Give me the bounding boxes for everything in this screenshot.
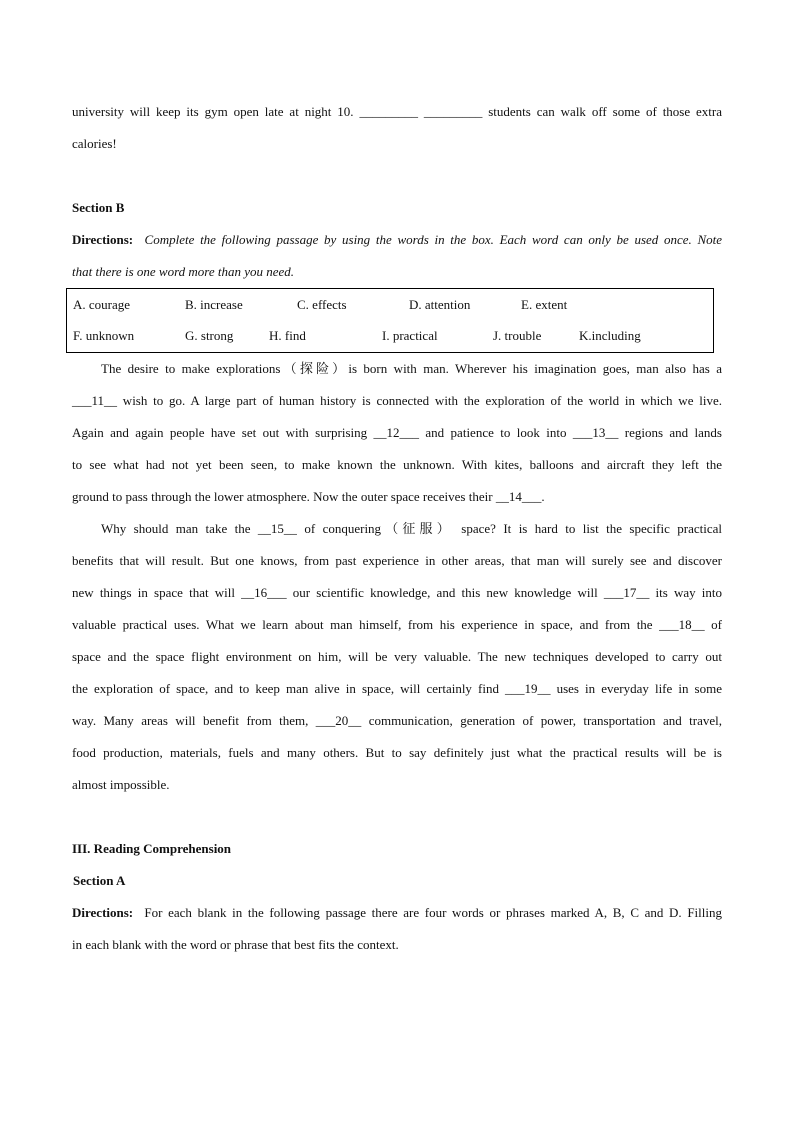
directions-label: Directions: [72,232,134,247]
word-option-h: H. find [269,328,306,343]
part-three-section-heading: Section A [73,873,126,888]
word-option-b: B. increase [185,297,243,312]
passage-paragraph-1 [72,353,722,513]
page-content [72,96,722,961]
word-option-f: F. unknown [73,328,135,343]
passage-line: food production, materials, fuels and many others. But to say definitely just what the practical results will be is [72,745,722,760]
passage-line: the exploration of space, and to keep man alive in space, will certainly find ___19__ uses in everyday life in some [72,681,722,696]
section-a-tail-line1: university will keep its gym open late at night 10. _________ _________ students can walk off some of those extra [72,104,722,119]
passage-line: new things in space that will __16___ our scientific knowledge, and this new knowledge will ___17__ its way into [72,585,722,600]
section-b-directions-line1 [72,224,722,256]
passage-line: to see what had not yet been seen, to make known the unknown. With kites, balloons and aircraft they left the [72,457,722,472]
passage-line: benefits that will result. But one knows, from past experience in other areas, that man will surely see and discover [72,553,722,568]
word-option-i: I. practical [382,328,438,343]
word-option-g: G. strong [185,328,234,343]
passage-line: Again and again people have set out with surprising __12___ and patience to look into ___13__ regions and lands [72,425,722,440]
passage-line: valuable practical uses. What we learn about man himself, from his experience in space, and from the ___18__ of [72,617,722,632]
passage-paragraph-2 [72,513,722,801]
directions-label: Directions: [72,905,134,920]
directions-text: For each blank in the following passage there are four words or phrases marked A, B, C and D. Filling [144,905,722,920]
directions-text: Complete the following passage by using the words in the box. Each word can only be used once. Note [144,232,723,247]
word-option-d: D. attention [409,297,471,312]
section-a-tail-line2: calories! [72,136,117,151]
word-option-j: J. trouble [493,328,542,343]
passage-line: space and the space flight environment on him, will be very valuable. The new techniques developed to carry out [72,649,722,664]
word-box [66,288,714,353]
part-three-directions-line2: in each blank with the word or phrase that best fits the context. [72,937,399,952]
part-three-heading: III. Reading Comprehension [72,841,232,856]
word-option-k: K.including [579,328,641,343]
passage-line: Why should man take the __15__ of conquering（征服） space? It is hard to list the specific practical [101,521,722,536]
section-b-heading: Section B [72,200,125,215]
word-option-c: C. effects [297,297,347,312]
part-three-directions-line1 [72,897,722,929]
spacer [72,801,722,833]
word-option-e: E. extent [521,297,568,312]
passage-line: almost impossible. [72,777,170,792]
section-b-directions-line2: that there is one word more than you need. [72,264,295,279]
passage-line: The desire to make explorations（探险）is born with man. Wherever his imagination goes, man also has a [101,361,722,376]
passage-line: way. Many areas will benefit from them, ___20__ communication, generation of power, transportation and travel, [72,713,722,728]
spacer [72,160,722,192]
word-option-a: A. courage [73,297,131,312]
passage-line: ground to pass through the lower atmosphere. Now the outer space receives their __14___. [72,489,545,504]
passage-line: ___11__ wish to go. A large part of human history is connected with the exploration of the world in which we live. [72,393,722,408]
